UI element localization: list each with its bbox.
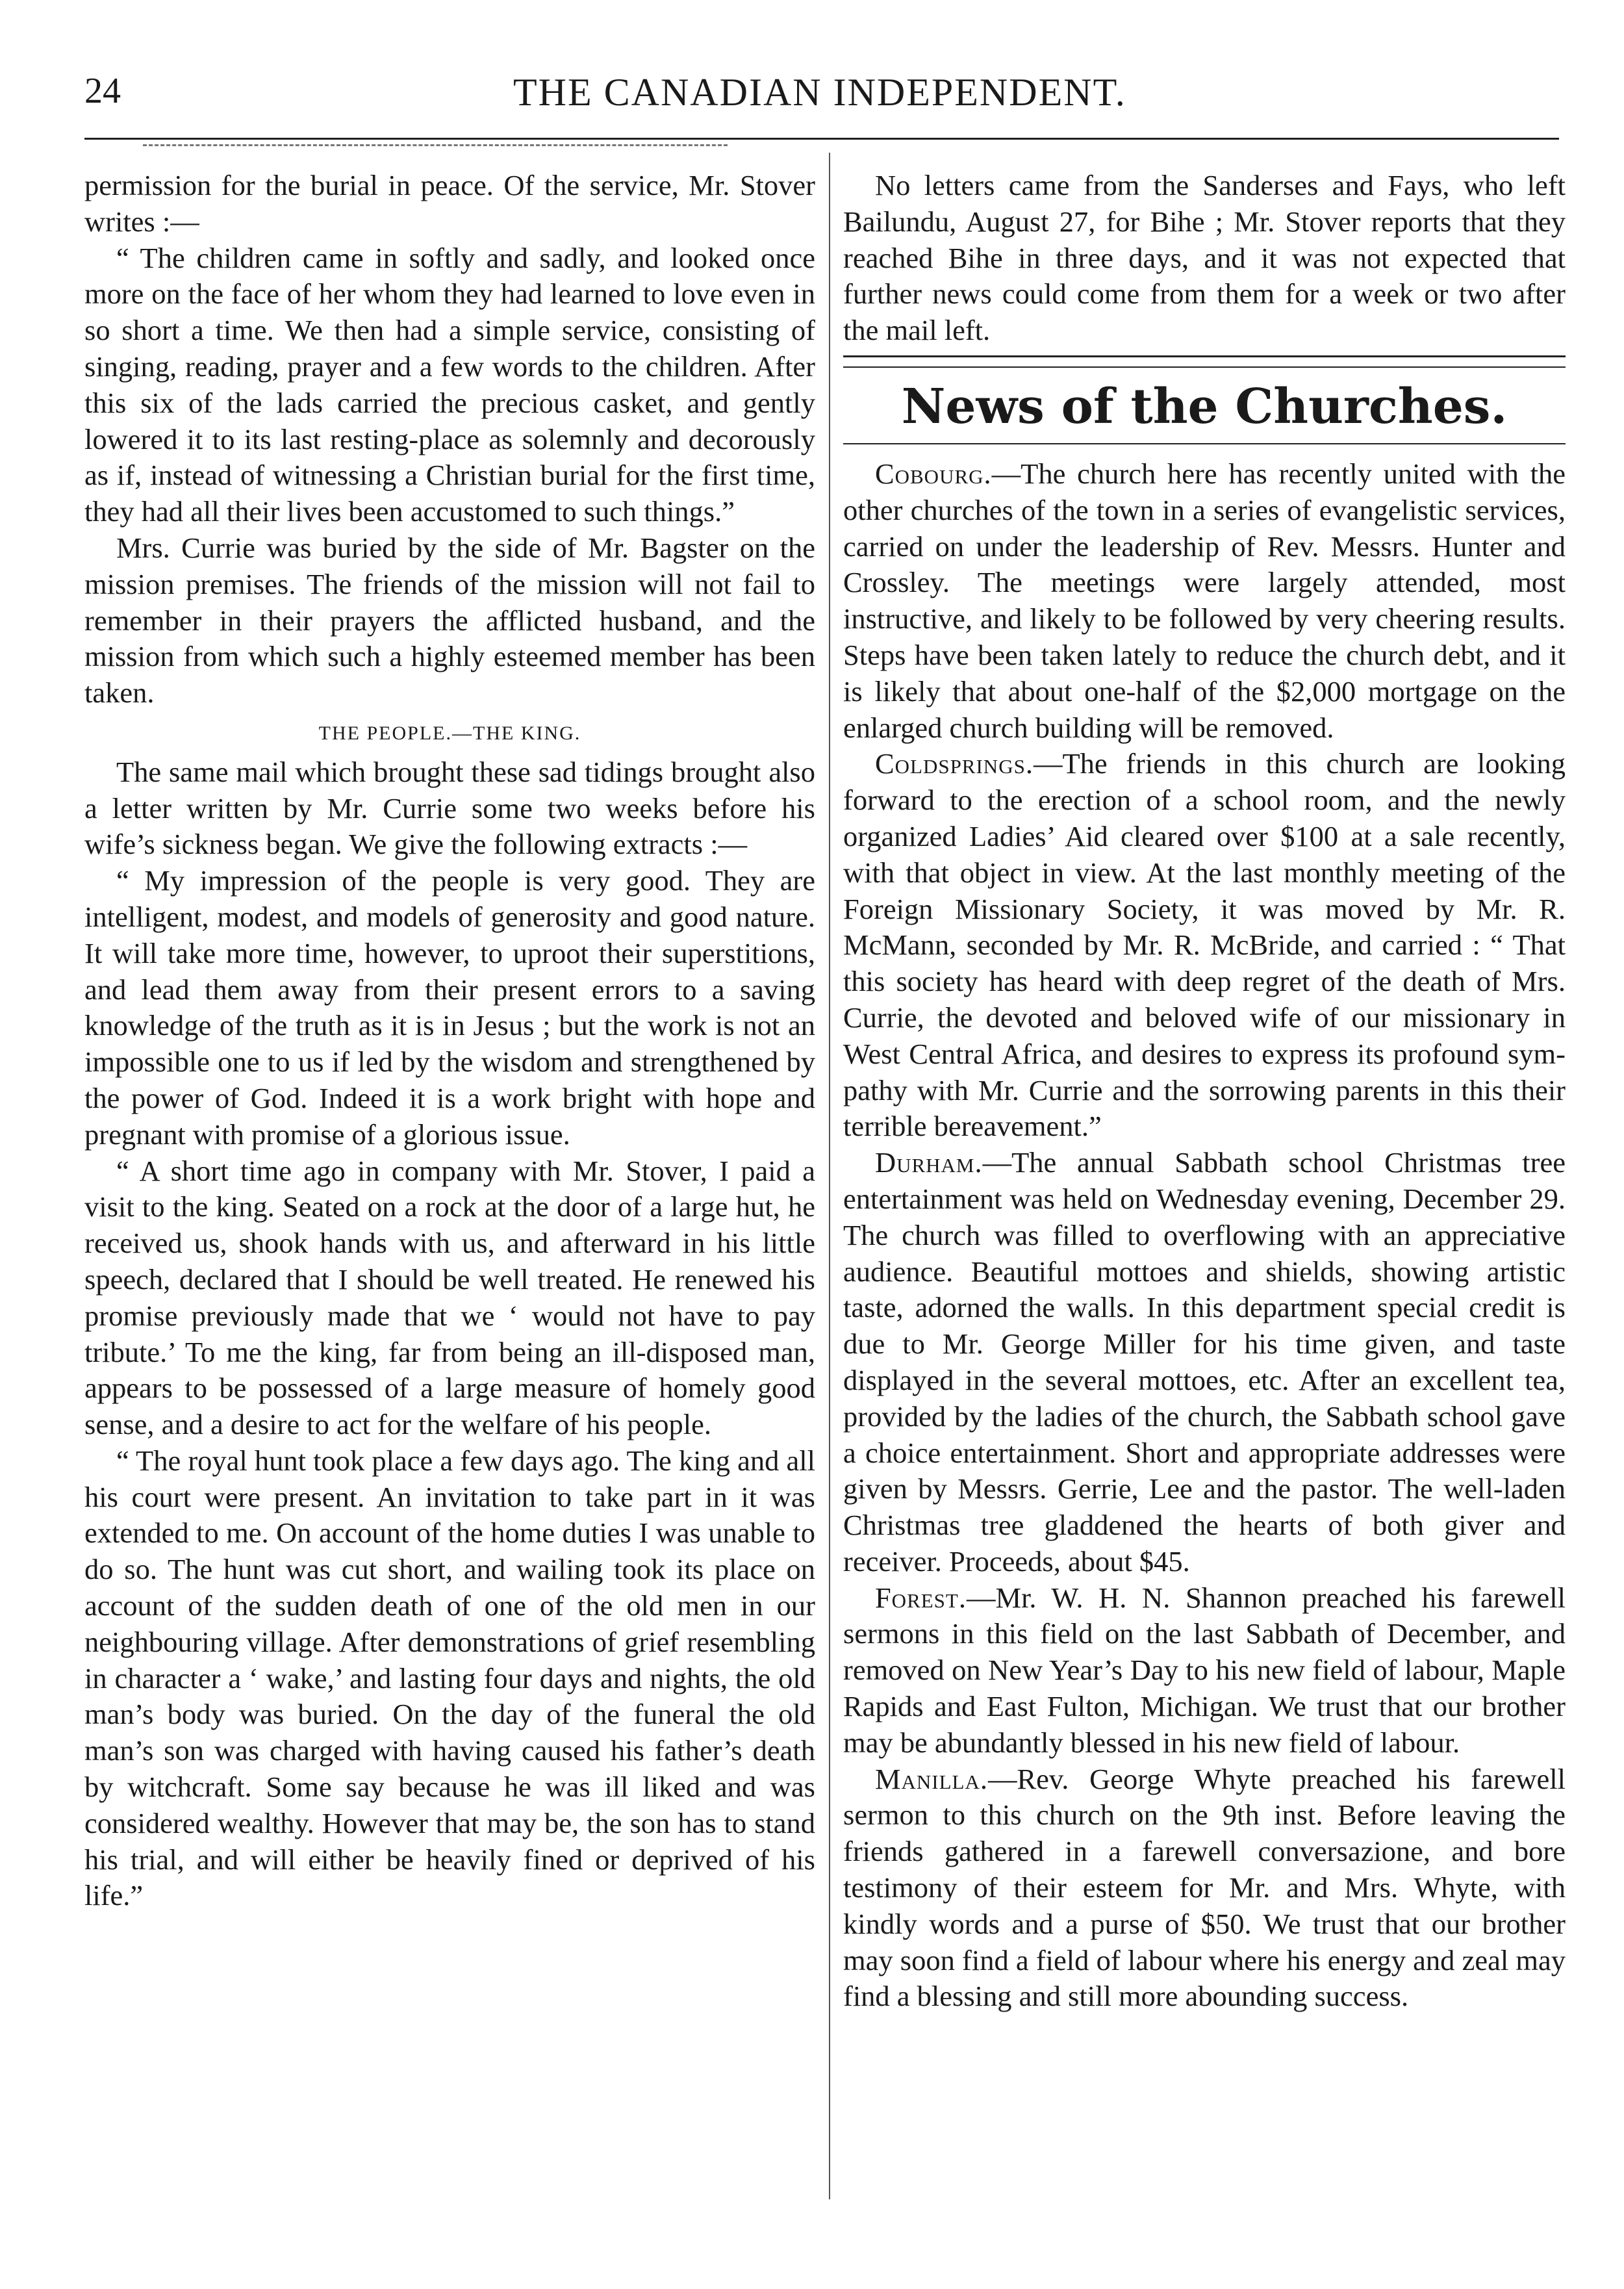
paragraph: “ A short time ago in company with Mr. Stover, I paid a visit to the king. Seated on a rock at the door of a large hut, he received us, shook hands with us, and afterward in his little speech, declared that I should be well treated. He renewed his promise previously made that we ‘ would not have to pay tribute.’ To me the king, far from being an ill-disposed man, appears to be possessed of a large measure of homely good sense, and a desire to act for the welfare of his people. (84, 1154, 815, 1441)
section-title: News of the Churches. (901, 378, 1508, 435)
paragraph: “ The children came in softly and sadly, and looked once more on the face of her whom they had learned to love even in so short a time. We then had a simple service, consisting of singing, reading, prayer and a few words to the children. After this six of the lads carried the precious casket, and gently lowered it to its last resting-place as solemnly and decorously as if, instead of witnessing a Christian burial for the first time, they had all their lives been accustomed to such things.” (84, 241, 815, 528)
subheading: THE PEOPLE.—THE KING. (318, 722, 581, 744)
church-news-item (843, 746, 1566, 1145)
paragraph: The same mail which brought these sad tidings brought also a letter written by Mr. Currie some two weeks before his wife’s sickness began. We give the following extracts :— (84, 755, 815, 861)
news-text: —Rev. George Whyte preached his farewell sermon to this church on the 9th inst. Before leaving the friends gathered in a farewell conversazione, and bore testimony of their esteem for Mr. and Mrs. Whyte, with kindly words and a purse of $50. We trust that our brother may soon find a field of labour where his energy and zeal may find a blessing and still more abounding success. (843, 1762, 1566, 2013)
news-text: —The annual Sabbath school Christmas tree entertainment was held on Wednesday evening, December 29. The church was filled to overflowing with an appreciative audience. Beautiful mottoes and shields, showing artistic taste, adorned the walls. In this department special credit is due to Mr. George Miller for his time given, and taste displayed in the several mottoes, etc. After an excellent tea, provided by the ladies of the church, the Sabbath school gave a choice entertainment. Short and appropriate addresses were given by Messrs. Gerrie, Lee and the pastor. The well-laden Christmas tree gladdened the hearts of both giver and receiver. Proceeds, about $45. (843, 1146, 1566, 1578)
page-header (84, 70, 1572, 122)
running-title: THE CANADIAN INDEPENDENT. (513, 71, 1126, 114)
place-name: Coldsprings. (874, 747, 1034, 780)
paragraph: “ My impression of the people is very good. They are intelligent, modest, and models of generosity and good nature. It will take more time, however, to uproot their superstitions, and lead them away from their present errors to a saving knowledge of the truth as it is in Jesus ; but the work is not an impossible one to us if led by the wisdom and strengthened by the power of God. Indeed it is a work bright with hope and pregnant with promise of a glorious issue. (84, 864, 815, 1151)
column-divider (829, 153, 830, 2199)
section-rule (843, 355, 1566, 368)
header-rule (84, 138, 1559, 140)
church-news-item (843, 1145, 1566, 1580)
paragraph: permission for the burial in peace. Of the service, Mr. Stover writes :— (84, 169, 815, 238)
place-name: Cobourg. (874, 457, 992, 490)
page-number: 24 (84, 71, 121, 111)
paragraph: “ The royal hunt took place a few days ago. The king and all his court were present. An invitation to take part in it was extended to me. On account of the home duties I was unable to do so. The hunt was cut short, and wailing took its place on account of the sudden death of one of the old men in our neighbouring village. After demonstrations of grief resembling in character a ‘ wake,’ and lasting four days and nights, the old man’s body was buried. On the day of the funeral the old man’s son was charged with having caused his father’s death by witchcraft. Some say because he was ill liked and was considered wealthy. However that may be, the son has to stand his trial, and will either be heavily fined or deprived of his life.” (84, 1444, 815, 1912)
paragraph: No letters came from the Sanderses and Fays, who left Bailundu, August 27, for Bihe ; Mr. Stover reports that they reached Bihe in three days, and it was not expected that further news could come from them for a week or two after the mail left. (843, 169, 1566, 347)
paragraph: Mrs. Currie was buried by the side of Mr. Bagster on the mission premises. The friends of the mission will not fail to remember in their prayers the afflicted husband, and the mission from which such a highly esteemed member has been taken. (84, 531, 815, 710)
church-news-item (843, 456, 1566, 746)
place-name: Durham. (874, 1146, 983, 1179)
right-column (843, 168, 1566, 2015)
news-text: —The friends in this church are looking forward to the erection of a school room, and the newly organized Ladies’ Aid cleared over $100 at a sale recently, with that object in view. At the last monthly meeting of the Foreign Missionary Society, it was moved by Mr. R. McMann, seconded by Mr. R. McBride, and carried : “ That this society has heard with deep regret of the death of Mrs. Currie, the devoted and beloved wife of our missionary in West Central Africa, and desires to express its profound sympathy with Mr. Currie and the sorrowing parents in this their terrible bereavement.” (843, 747, 1566, 1143)
left-column (84, 168, 815, 1914)
church-news-item (843, 1761, 1566, 2015)
header-dash-rule (143, 144, 728, 146)
church-news-item (843, 1580, 1566, 1761)
news-text: —The church here has recently united with the other churches of the town in a series of evangelistic services, carried on under the leadership of Rev. Messrs. Hunter and Crossley. The meetings were largely attended, most instructive, and likely to be followed by very cheering results. Steps have been taken lately to reduce the church debt, and it is likely that about one-half of the $2,000 mortgage on the enlarged church building will be removed. (843, 457, 1566, 744)
place-name: Forest. (874, 1581, 967, 1614)
news-text: —Mr. W. H. N. Shannon preached his farewell sermons in this field on the last Sabbath of December, and removed on New Year’s Day to his new field of labour, Maple Rapids and East Fulton, Michigan. We trust that our brother may be abundantly blessed in his new field of labour. (843, 1581, 1566, 1759)
section-rule (843, 443, 1566, 444)
place-name: Manilla. (874, 1762, 988, 1795)
